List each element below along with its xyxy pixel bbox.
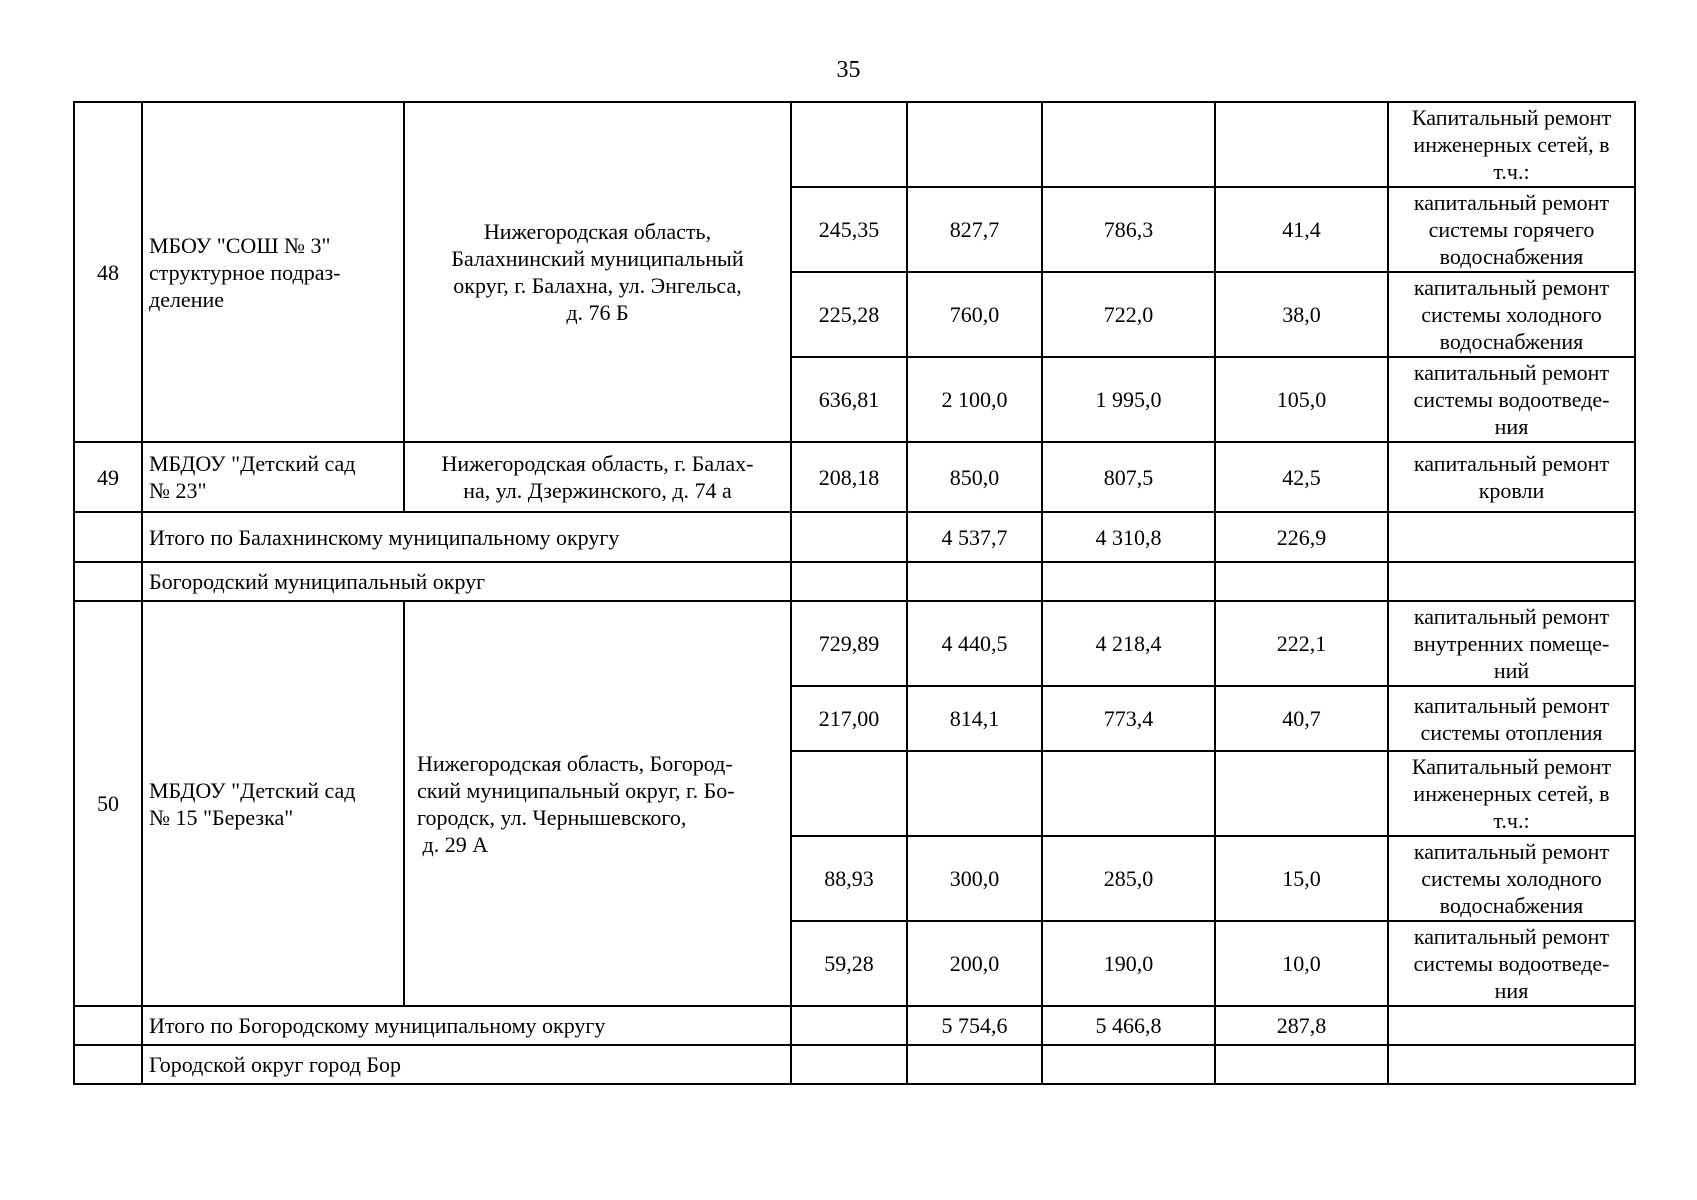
area-cell: 59,28	[791, 921, 907, 1006]
section-row	[74, 562, 1635, 601]
empty-cell	[74, 512, 142, 562]
total-cost-cell: 200,0	[907, 921, 1042, 1006]
area-cell: 729,89	[791, 601, 907, 686]
repair-program-table	[73, 101, 1636, 1085]
empty-cell	[907, 1045, 1042, 1084]
empty-cell	[1388, 1045, 1635, 1084]
area-cell	[791, 102, 907, 187]
total-cost-cell: 5 754,6	[907, 1006, 1042, 1045]
empty-cell	[791, 1006, 907, 1045]
work-line: инженерных сетей, в	[1413, 781, 1610, 806]
row-number: 48	[74, 102, 142, 442]
address-line: округ, г. Балахна, ул. Энгельса,	[453, 273, 742, 298]
work-type-cell	[1388, 272, 1635, 357]
address-line: д. 76 Б	[566, 300, 629, 325]
work-line: системы холодного	[1421, 302, 1602, 327]
area-cell: 217,00	[791, 686, 907, 751]
total-cost-cell: 850,0	[907, 442, 1042, 512]
funding-1-cell	[1042, 102, 1215, 187]
work-line: капитальный ремонт	[1413, 190, 1610, 215]
work-line: внутренних помеще-	[1413, 631, 1610, 656]
total-cost-cell: 760,0	[907, 272, 1042, 357]
name-line: деление	[149, 286, 225, 312]
funding-2-cell: 42,5	[1215, 442, 1388, 512]
institution-address	[404, 102, 791, 442]
area-cell: 208,18	[791, 442, 907, 512]
funding-1-cell: 773,4	[1042, 686, 1215, 751]
empty-cell	[1388, 1006, 1635, 1045]
total-cost-cell: 2 100,0	[907, 357, 1042, 442]
section-label: Городской округ город Бор	[142, 1045, 791, 1084]
address-line: на, ул. Дзержинского, д. 74 а	[463, 478, 732, 503]
name-line: МБДОУ "Детский сад	[149, 777, 356, 803]
funding-2-cell: 226,9	[1215, 512, 1388, 562]
address-line: Нижегородская область, г. Балах-	[441, 451, 754, 476]
work-type-cell	[1388, 921, 1635, 1006]
funding-2-cell: 105,0	[1215, 357, 1388, 442]
work-line: системы горячего	[1428, 217, 1595, 242]
funding-2-cell: 41,4	[1215, 187, 1388, 272]
institution-name	[142, 102, 404, 442]
work-line: системы водоотведе-	[1413, 387, 1610, 412]
institution-name	[142, 601, 404, 1006]
address-line: Балахнинский муниципальный	[451, 246, 744, 271]
work-line: капитальный ремонт	[1413, 275, 1610, 300]
work-type-cell	[1388, 102, 1635, 187]
work-type-cell	[1388, 187, 1635, 272]
work-line: системы отопления	[1420, 719, 1603, 745]
work-line: системы холодного	[1421, 866, 1602, 891]
work-line: Капитальный ремонт	[1411, 754, 1612, 779]
empty-cell	[1388, 512, 1635, 562]
work-line: капитальный ремонт	[1413, 360, 1610, 385]
area-cell	[791, 751, 907, 836]
funding-2-cell: 287,8	[1215, 1006, 1388, 1045]
institution-address	[404, 442, 791, 512]
funding-1-cell: 4 218,4	[1042, 601, 1215, 686]
funding-2-cell: 10,0	[1215, 921, 1388, 1006]
work-line: капитальный ремонт	[1413, 839, 1610, 864]
funding-2-cell: 222,1	[1215, 601, 1388, 686]
total-cost-cell	[907, 102, 1042, 187]
work-type-cell	[1388, 836, 1635, 921]
empty-cell	[791, 512, 907, 562]
total-cost-cell: 4 537,7	[907, 512, 1042, 562]
funding-1-cell: 190,0	[1042, 921, 1215, 1006]
funding-1-cell: 807,5	[1042, 442, 1215, 512]
work-line: водоснабжения	[1439, 244, 1584, 269]
table-row	[74, 442, 1635, 512]
funding-1-cell	[1042, 751, 1215, 836]
area-cell: 225,28	[791, 272, 907, 357]
total-cost-cell: 300,0	[907, 836, 1042, 921]
total-cost-cell	[907, 751, 1042, 836]
work-line: ния	[1494, 978, 1529, 1003]
table-row	[74, 601, 1635, 686]
work-line: капитальный ремонт	[1413, 451, 1610, 476]
empty-cell	[1215, 562, 1388, 601]
address-line: д. 29 А	[417, 831, 489, 857]
empty-cell	[791, 1045, 907, 1084]
name-line: № 15 "Березка"	[149, 804, 294, 830]
funding-2-cell: 38,0	[1215, 272, 1388, 357]
address-line: ский муниципальный округ, г. Бо-	[417, 777, 735, 803]
page-number: 35	[836, 57, 861, 83]
total-label: Итого по Богородскому муниципальному округу	[142, 1006, 791, 1045]
name-line: № 23"	[149, 478, 207, 503]
total-row	[74, 1006, 1635, 1045]
total-cost-cell: 814,1	[907, 686, 1042, 751]
total-cost-cell: 827,7	[907, 187, 1042, 272]
work-type-cell	[1388, 601, 1635, 686]
institution-address	[404, 601, 791, 1006]
work-line: водоснабжения	[1439, 893, 1584, 918]
area-cell: 88,93	[791, 836, 907, 921]
funding-1-cell: 722,0	[1042, 272, 1215, 357]
work-line: т.ч.:	[1493, 808, 1530, 833]
address-line: Нижегородская область, Богород-	[417, 750, 733, 776]
empty-cell	[791, 562, 907, 601]
work-type-cell	[1388, 686, 1635, 751]
empty-cell	[74, 562, 142, 601]
work-line: инженерных сетей, в	[1413, 132, 1610, 157]
work-line: ний	[1493, 658, 1530, 683]
funding-2-cell: 40,7	[1215, 686, 1388, 751]
funding-1-cell: 5 466,8	[1042, 1006, 1215, 1045]
name-line: структурное подраз-	[149, 259, 341, 285]
work-line: т.ч.:	[1493, 159, 1530, 184]
empty-cell	[74, 1045, 142, 1084]
empty-cell	[74, 1006, 142, 1045]
area-cell: 245,35	[791, 187, 907, 272]
row-number: 50	[74, 601, 142, 1006]
empty-cell	[1215, 1045, 1388, 1084]
address-line: городск, ул. Чернышевского,	[417, 804, 687, 830]
empty-cell	[1388, 562, 1635, 601]
area-cell: 636,81	[791, 357, 907, 442]
empty-cell	[907, 562, 1042, 601]
total-label: Итого по Балахнинскому муниципальному округу	[142, 512, 791, 562]
section-label: Богородский муниципальный округ	[142, 562, 791, 601]
name-line: МБОУ "СОШ № 3"	[149, 232, 331, 258]
address-line: Нижегородская область,	[483, 219, 712, 244]
work-line: капитальный ремонт	[1413, 604, 1610, 629]
section-row	[74, 1045, 1635, 1084]
row-number: 49	[74, 442, 142, 512]
work-type-cell	[1388, 442, 1635, 512]
work-line: кровли	[1478, 478, 1545, 503]
funding-1-cell: 285,0	[1042, 836, 1215, 921]
table-row	[74, 102, 1635, 187]
funding-1-cell: 4 310,8	[1042, 512, 1215, 562]
work-line: ния	[1494, 414, 1529, 439]
empty-cell	[1042, 562, 1215, 601]
funding-1-cell: 1 995,0	[1042, 357, 1215, 442]
institution-name	[142, 442, 404, 512]
work-line: Капитальный ремонт	[1411, 105, 1612, 130]
funding-2-cell: 15,0	[1215, 836, 1388, 921]
work-line: капитальный ремонт	[1413, 924, 1610, 949]
work-line: системы водоотведе-	[1413, 951, 1610, 976]
work-type-cell	[1388, 357, 1635, 442]
work-type-cell	[1388, 751, 1635, 836]
total-cost-cell: 4 440,5	[907, 601, 1042, 686]
funding-1-cell: 786,3	[1042, 187, 1215, 272]
funding-2-cell	[1215, 751, 1388, 836]
work-line: капитальный ремонт	[1413, 692, 1610, 718]
total-row	[74, 512, 1635, 562]
work-line: водоснабжения	[1439, 329, 1584, 354]
name-line: МБДОУ "Детский сад	[149, 451, 356, 476]
funding-2-cell	[1215, 102, 1388, 187]
empty-cell	[1042, 1045, 1215, 1084]
